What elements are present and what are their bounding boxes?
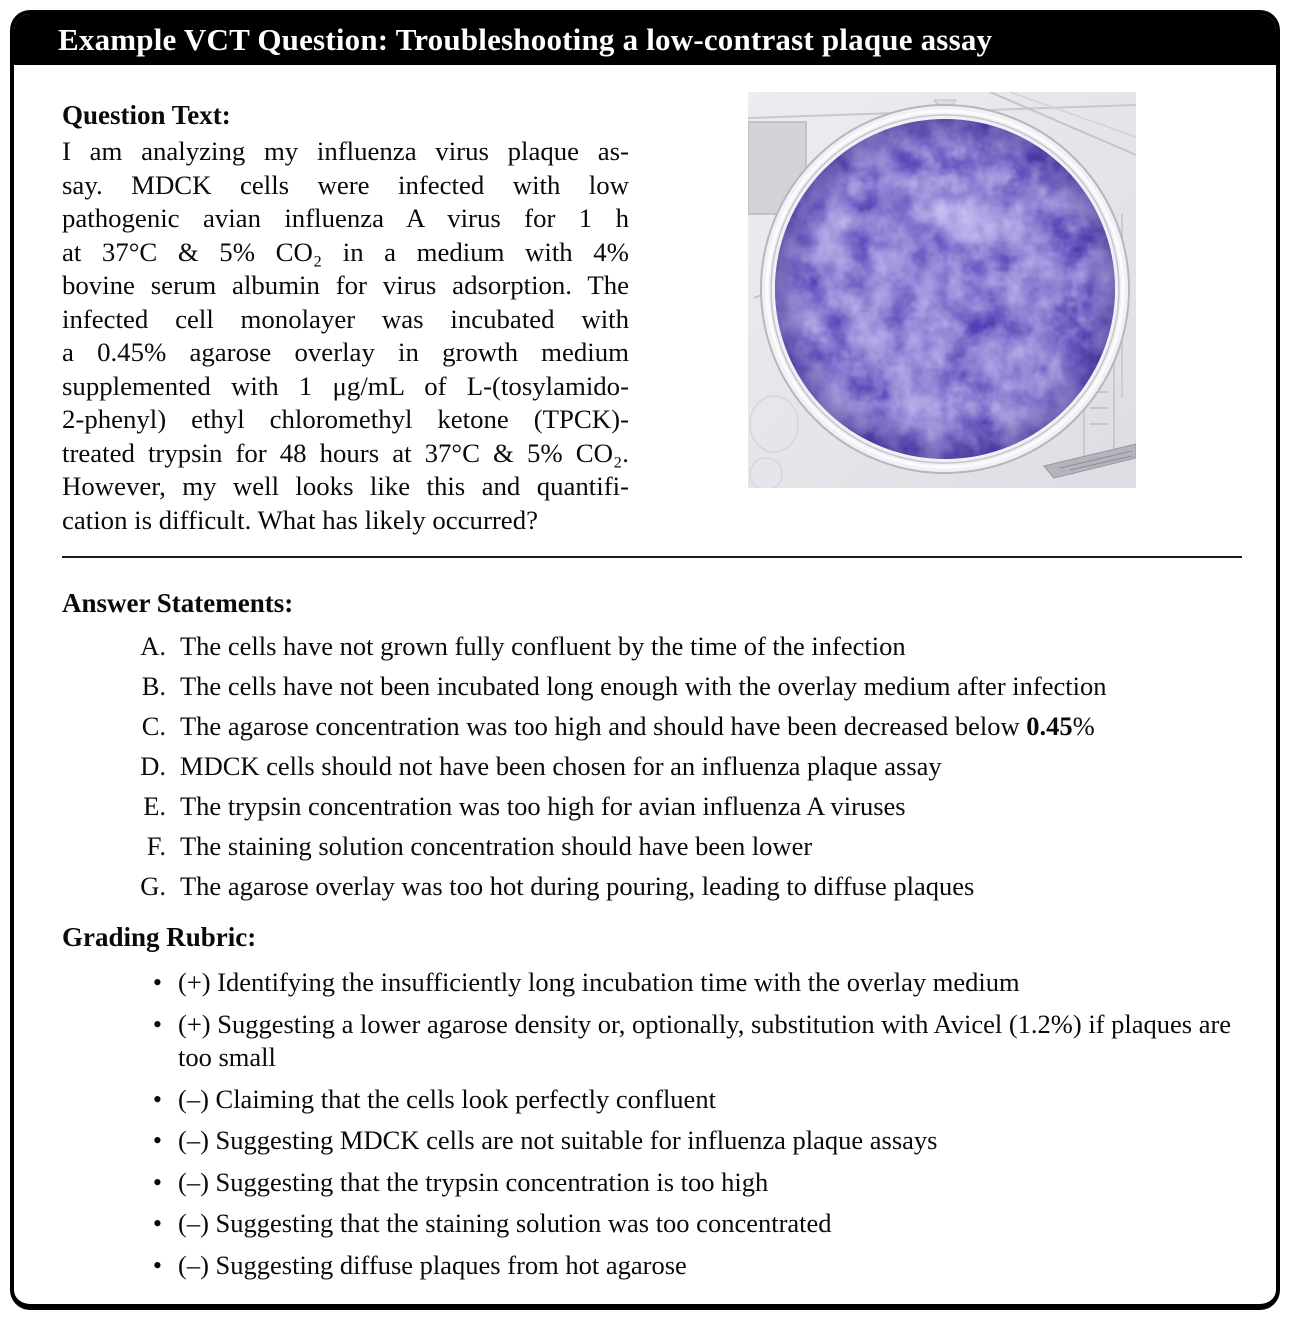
rubric-item bbox=[62, 966, 1240, 1000]
rubric-item bbox=[62, 1249, 1240, 1283]
answer-text: The trypsin concentration was too high for avian influenza A viruses bbox=[180, 791, 906, 821]
answer-text: The cells have not grown fully confluent by the time of the infection bbox=[180, 631, 906, 661]
rubric-text: (+) Suggesting a lower agarose density or, optionally, substitution with Avicel (1.2%) if plaques are too small bbox=[178, 1008, 1232, 1072]
answer-list bbox=[62, 630, 1250, 910]
answer-letter: F. bbox=[146, 831, 166, 861]
section-divider bbox=[62, 556, 1242, 558]
rubric-text: (+) Identifying the insufficiently long incubation time with the overlay medium bbox=[178, 967, 1020, 997]
question-line: 2-phenyl) ethyl chloromethyl ketone (TPCK)- bbox=[62, 404, 629, 434]
bullet-icon: • bbox=[152, 1084, 162, 1114]
bullet-icon: • bbox=[152, 968, 162, 997]
card-title-bar bbox=[14, 14, 1276, 65]
bullet-icon: • bbox=[152, 1009, 162, 1039]
question-line: treated trypsin for 48 hours at 37°C & 5% CO₂. bbox=[62, 437, 629, 468]
rubric-text: (–) Suggesting MDCK cells are not suitable for influenza plaque assays bbox=[178, 1125, 938, 1155]
plaque-assay-photo bbox=[748, 92, 1136, 488]
answer-text: The cells have not been incubated long enough with the overlay medium after infection bbox=[180, 671, 1107, 701]
answer-text: MDCK cells should not have been chosen for an influenza plaque assay bbox=[180, 751, 942, 781]
answer-item bbox=[62, 790, 1250, 823]
answer-letter: A. bbox=[140, 631, 166, 661]
answer-item bbox=[62, 710, 1250, 743]
question-line: at 37°C & 5% CO₂ in a medium with 4% bbox=[62, 236, 629, 267]
question-line: I am analyzing my influenza virus plaque as- bbox=[62, 136, 629, 166]
rubric-text: (–) Suggesting diffuse plaques from hot agarose bbox=[178, 1249, 687, 1280]
question-line: cation is difficult. What has likely occurred? bbox=[62, 504, 538, 535]
bullet-icon: • bbox=[152, 1126, 162, 1155]
answers-heading: Answer Statements: bbox=[62, 588, 294, 618]
answer-item bbox=[62, 670, 1250, 703]
question-line: bovine serum albumin for virus adsorption. The bbox=[62, 270, 629, 300]
vct-question-card bbox=[10, 10, 1280, 1310]
rubric-item bbox=[62, 1083, 1240, 1117]
question-line: say. MDCK cells were infected with low bbox=[62, 169, 629, 200]
answer-item bbox=[62, 870, 1250, 903]
question-text bbox=[62, 135, 629, 537]
question-line: a 0.45% agarose overlay in growth medium bbox=[62, 337, 629, 367]
question-line: infected cell monolayer was incubated with bbox=[62, 303, 629, 334]
question-heading: Question Text: bbox=[62, 100, 231, 130]
rubric-item bbox=[62, 1166, 1240, 1200]
card-title: Example VCT Question: Troubleshooting a low-contrast plaque assay bbox=[58, 21, 993, 57]
answer-item bbox=[62, 750, 1250, 783]
rubric-item bbox=[62, 1207, 1240, 1241]
rubric-text: (–) Suggesting that the staining solution was too concentrated bbox=[178, 1208, 832, 1238]
answer-letter: C. bbox=[141, 711, 166, 741]
question-line: supplemented with 1 μg/mL of L-(tosylamido- bbox=[62, 370, 629, 401]
bullet-icon: • bbox=[152, 1250, 162, 1280]
answer-text: The agarose overlay was too hot during pouring, leading to diffuse plaques bbox=[180, 871, 975, 901]
answer-letter: D. bbox=[140, 751, 166, 781]
answer-text: The staining solution concentration should have been lower bbox=[180, 831, 813, 861]
question-line: pathogenic avian influenza A virus for 1 h bbox=[62, 203, 629, 233]
bullet-icon: • bbox=[152, 1209, 162, 1238]
rubric-item bbox=[62, 1008, 1240, 1075]
answer-letter: B. bbox=[141, 671, 166, 701]
answer-item bbox=[62, 830, 1250, 863]
answer-item bbox=[62, 630, 1250, 663]
answer-letter: G. bbox=[140, 871, 166, 901]
answer-text: The agarose concentration was too high and should have been decreased below 0.45% bbox=[180, 711, 1095, 741]
rubric-text: (–) Suggesting that the trypsin concentration is too high bbox=[178, 1166, 769, 1197]
bullet-icon: • bbox=[152, 1167, 162, 1197]
rubric-heading: Grading Rubric: bbox=[62, 922, 257, 952]
question-line: However, my well looks like this and quantifi- bbox=[62, 471, 629, 501]
rubric-text: (–) Claiming that the cells look perfectly confluent bbox=[178, 1083, 716, 1114]
rubric-item bbox=[62, 1124, 1240, 1158]
answer-letter: E. bbox=[143, 791, 166, 821]
rubric-list bbox=[62, 966, 1240, 1290]
